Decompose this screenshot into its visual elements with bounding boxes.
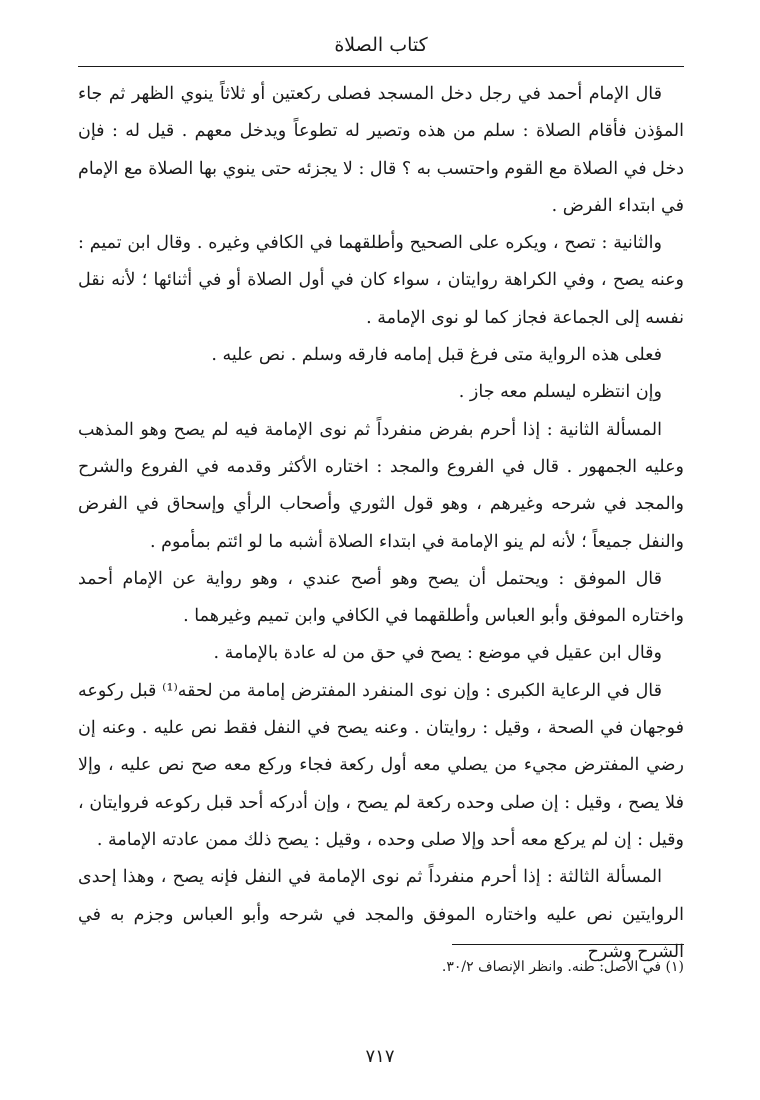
header-divider bbox=[78, 66, 684, 67]
paragraph: المسألة الثالثة : إذا أحرم منفرداً ثم نوى الإمامة في النفل فإنه يصح ، وهذا إحدى الروايتين نص عليه واختاره الموفق والمجد في شرحه وأبو العباس وجزم به في الشرح وشرح bbox=[78, 867, 684, 962]
footnote-divider bbox=[452, 944, 684, 945]
running-head-title: كتاب الصلاة bbox=[334, 34, 428, 56]
paragraph: والثانية : تصح ، ويكره على الصحيح وأطلقهما في الكافي وغيره . وقال ابن تميم : وعنه يصح ، وفي الكراهة روايتان ، سواء كان في أول الصلاة أو في أثنائها ؛ لأنه نقل نفسه إلى الجماعة فجاز كما لو نوى الإمامة . bbox=[78, 233, 684, 328]
footnote: (١) في الأصل: طنه. وانظر الإنصاف ٣٠/٢. bbox=[441, 959, 684, 975]
paragraph: المسألة الثانية : إذا أحرم بفرض منفرداً ثم نوى الإمامة فيه لم يصح وهو المذهب وعليه الجمهور . قال في الفروع والمجد : اختاره الأكثر وقدمه في الفروع والشرح والمجد في شرحه وغيرهم ، وهو قول الثوري وأصحاب الرأي وإسحاق في الفرض والنفل جميعاً ؛ لأنه لم ينو الإمامة في ابتداء الصلاة أشبه ما لو ائتم بمأموم . bbox=[78, 419, 684, 552]
paragraph: وإن انتظره ليسلم معه جاز . bbox=[458, 382, 662, 403]
page-number: ٧١٧ bbox=[365, 1046, 395, 1067]
paragraph: قال الموفق : ويحتمل أن يصح وهو أصح عندي ، وهو رواية عن الإمام أحمد واختاره الموفق وأبو العباس وأطلقهما في الكافي وابن تميم وغيرهما . bbox=[78, 568, 684, 627]
paragraph: فعلى هذه الرواية متى فرغ قبل إمامه فارقه وسلم . نص عليه . bbox=[211, 345, 662, 366]
paragraph: قال الإمام أحمد في رجل دخل المسجد فصلى ركعتين أو ثلاثاً ينوي الظهر ثم جاء المؤذن فأقام الصلاة : سلم من هذه وتصير له تطوعاً ويدخل معهم . قيل له : فإن دخل في الصلاة مع القوم واحتسب به ؟ قال : لا يجزئه حتى ينوي بها الصلاة مع الإمام في ابتداء الفرض . bbox=[78, 84, 684, 216]
paragraph: وقال ابن عقيل في موضع : يصح في حق من له عادة بالإمامة . bbox=[213, 643, 662, 664]
paragraph: قال في الرعاية الكبرى : وإن نوى المنفرد المفترض إمامة من لحقه⁽¹⁾ قبل ركوعه فوجهان في الصحة ، وقيل : روايتان . وعنه يصح في النفل فقط نص عليه . وعنه إن رضي المفترض مجيء من يصلي معه أول ركعة فجاء وركع معه صح نص عليه ، وإلا فلا يصح ، وقيل : إن صلى وحده ركعة لم يصح ، وإن أدركه أحد قبل ركوعه فروايتان ، وقيل : إن لم يركع معه أحد وإلا صلى وحده ، وقيل : يصح ذلك ممن عادته الإمامة . bbox=[78, 680, 684, 850]
main-text bbox=[78, 76, 684, 971]
